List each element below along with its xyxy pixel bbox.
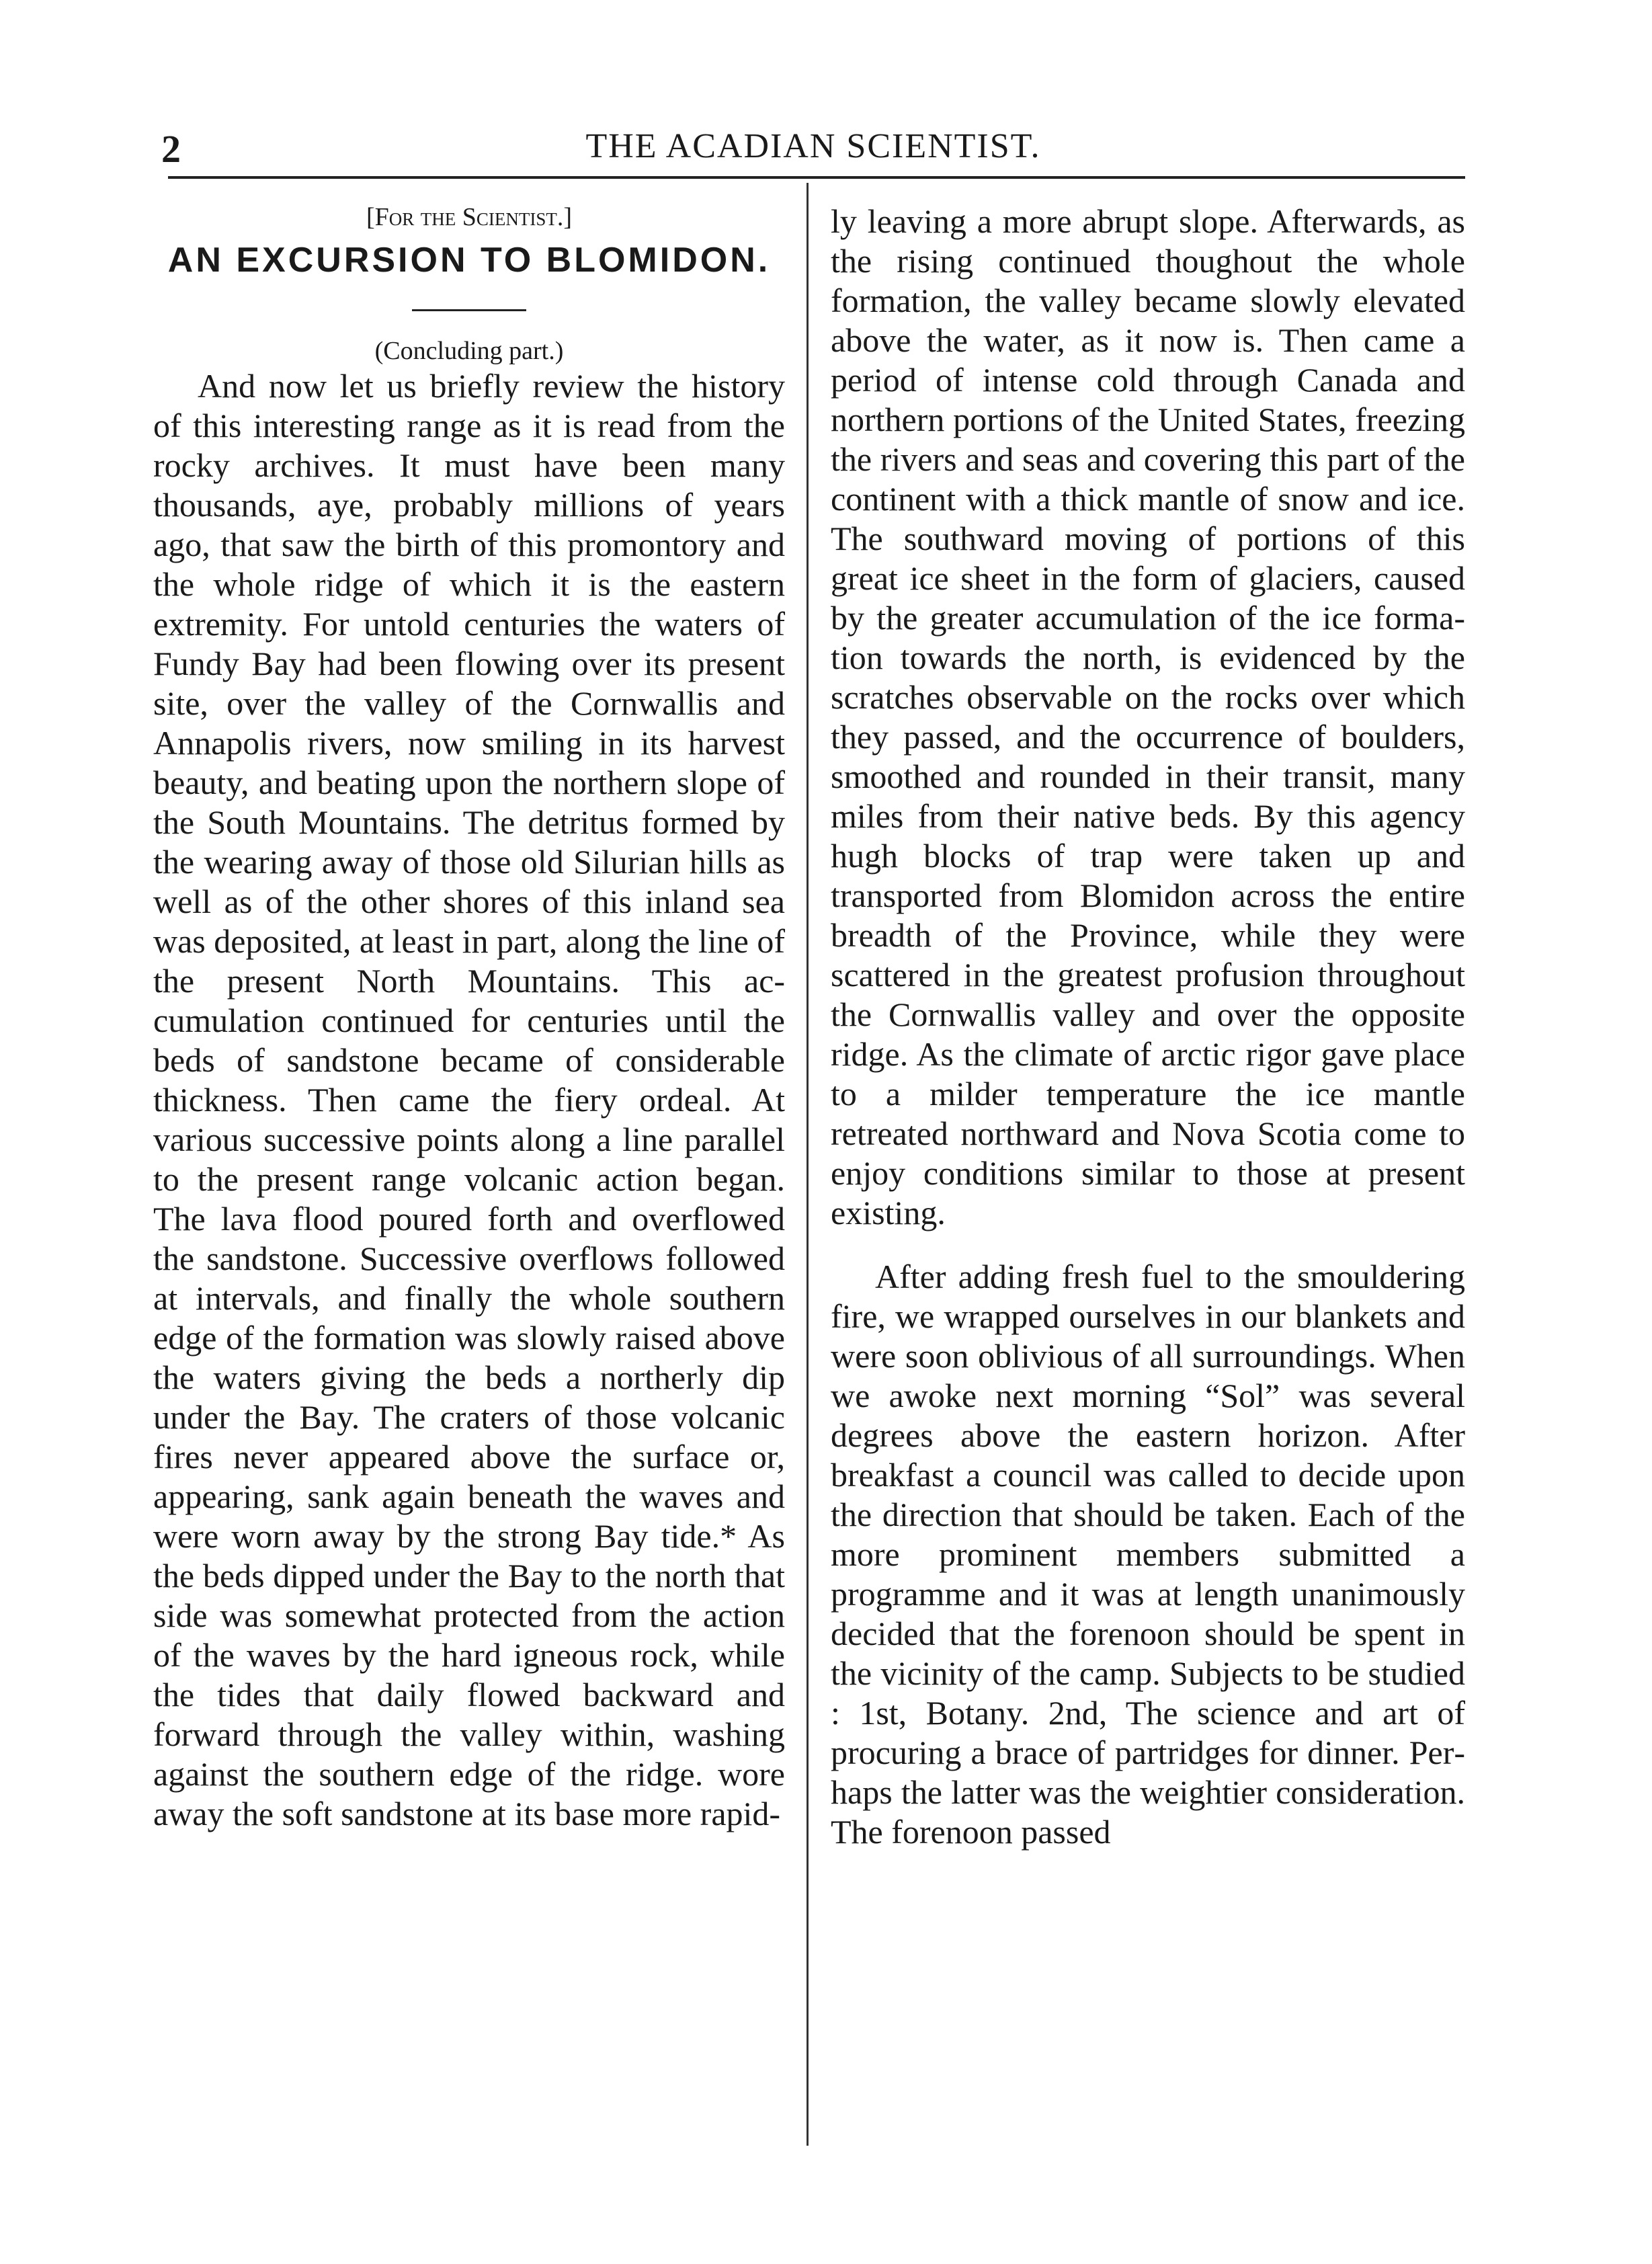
page-header [161, 120, 1465, 180]
paragraph-history-left: And now let us briefly review the history of this interesting range as it is read from the rocky archives. It must have been many thousands, aye, probably millions of years ago, that saw the birth of this promontory and the whole ridge of which it is the eastern extremity. For untold centuries the waters of Fundy Bay had been flowing over its present site, over the valley of the Cornwallis and Annapolis rivers, now smiling in its harvest beauty, and beating upon the northern slope of the South Mountains. The detritus formed by the wearing away of those old Silurian hills as well as of the other shores of this inland sea was deposited, at least in part, along the line of the present North Mountains. This accumulation continued for centuries until the beds of sandstone became of considerable thickness. Then came the fiery ordeal. At various successive points along a line parallel to the present range volcanic action began. The lava flood poured forth and overflowed the sandstone. Successive overflows followed at intervals, and finally the whole southern edge of the formation was slowly raised above the waters giving the beds a northerly dip under the Bay. The craters of those volcanic fires never appeared above the surface or, appearing, sank again beneath the waves and were worn away by the strong Bay tide.* As the beds dipped under the Bay to the north that side was somewhat protected from the action of the waves by the hard igneous rock, while the tides that daily flowed backward and forward through the valley within, washing against the southern edge of the ridge. wore away the soft sandstone at its base more rapid- [153, 367, 786, 1832]
page-number: 2 [161, 127, 181, 171]
article-subtitle: (Concluding part.) [374, 337, 564, 365]
running-head: THE ACADIAN SCIENTIST. [585, 127, 1041, 165]
article-attribution: [For the Scientist.] [366, 203, 573, 231]
paragraph-next-morning: After adding fresh fuel to the smouldering fire, we wrapped ourselves in our blankets and were soon oblivious of all surroundings. When we awoke next morning “Sol” was several degrees above the eastern horizon. After breakfast a council was called to decide upon the direction that should be taken. Each of the more prominent members submitted a programme and it was at length unanimously decided that the forenoon should be spent in the vicinity of the camp. Subjects to be studied : 1st, Botany. 2nd, The science and art of procuring a brace of partridges for dinner. Perhaps the latter was the weightier consideration. The forenoon passed [831, 1258, 1465, 1851]
paragraph-history-continued: ly leaving a more abrupt slope. Afterwards, as the rising continued thoughout the whole formation, the valley became slowly elevated above the water, as it now is. Then came a period of intense cold through Canada and northern portions of the United States, freezing the rivers and seas and covering this part of the continent with a thick mantle of snow and ice. The southward moving of portions of this great ice sheet in the form of glaciers, caused by the greater accumulation of the ice formation towards the north, is evidenced by the scratches observable on the rocks over which they passed, and the occurrence of boulders, smoothed and rounded in their transit, many miles from their native beds. By this agency hugh blocks of trap were taken up and transported from Blomidon across the entire breadth of the Province, while they were scattered in the greatest profusion throughout the Cornwallis valley and over the opposite ridge. As the climate of arctic rigor gave place to a milder temperature the ice mantle retreated northward and Nova Scotia come to enjoy conditions similar to those at present existing. [831, 202, 1465, 1231]
title-rule [412, 309, 526, 311]
column-divider [807, 183, 809, 2146]
right-column [831, 202, 1465, 1852]
header-rule [168, 176, 1465, 179]
left-column [153, 202, 785, 1834]
article-title: AN EXCURSION TO BLOMIDON. [167, 241, 771, 280]
